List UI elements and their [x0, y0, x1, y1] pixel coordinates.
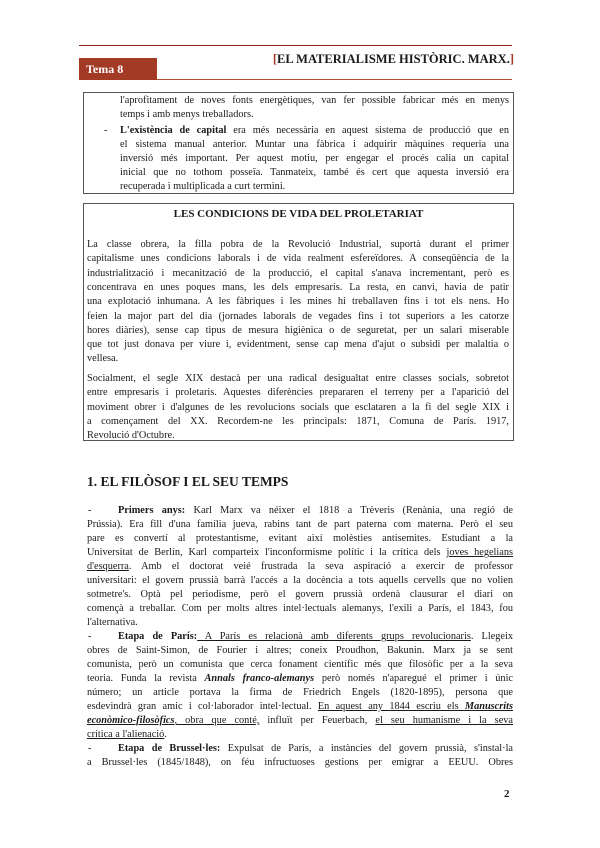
para1-line: capitalisme unes condicions laborals i de vida realment esfereïdores. A conseqüència de la: [87, 253, 509, 265]
box1-line: l'aprofitament de noves fonts energètiques, van fer possible fabricar més en menys: [120, 95, 509, 106]
p1-text: Universitat de Berlín, Karl comparteix l'inconformisme polític i la crítica dels: [87, 547, 447, 558]
box1-line: temps i amb menys treballadors.: [120, 109, 254, 120]
p1-line: [87, 561, 513, 572]
p2-text: teoria. Funda la revista: [87, 673, 205, 684]
p2-text: . Llegeix: [470, 631, 514, 642]
p3-line: [118, 743, 513, 754]
p3-line: a Brussel·les (1845/1848), on féu infructuoses gestions per emigrar a EEUU. Obres: [87, 757, 513, 768]
p2-line: [87, 673, 513, 684]
para2-line: entre empresaris i proletaris. Aquestes diferències prepararen el terreny per a l'aparició del: [87, 387, 509, 399]
manuscrits-title: econòmico-filosòfics: [87, 715, 175, 726]
p2-underline: , obra que conté,: [174, 715, 260, 726]
bracket-open: [: [272, 52, 278, 66]
box1-line: recuperada i multiplicada a curt termini.: [120, 181, 286, 192]
para2-line: moviment obrer i d'algunes de les revolucions socials que esclataren a la fi del segle XIX i: [87, 401, 509, 413]
bracket-close: ]: [509, 52, 514, 66]
header-top-rule: [79, 45, 512, 46]
para1-line: que tot just donava per viure i, evidentment, sense cap mena d'ajut o subsidi per malaltia o: [87, 339, 509, 351]
box1-line: inicial que no tothom posseïa. Tanmateix, també és cert que aquesta inversió era: [120, 167, 509, 178]
p1-line: Prússia). Era fill d'una família jueva, rabins tant de part paterna com materna. Però el seu: [87, 519, 513, 530]
p2-line: obres de Saint-Simon, de Fourier i altres; coneix Proudhon, Bakunin. Marx ja se sent: [87, 645, 513, 656]
page-number: 2: [504, 788, 510, 800]
etapa-brussel-label: Etapa de Brussel·les:: [118, 743, 221, 754]
p2-line: [118, 631, 513, 642]
capital-text: era més necessària en aquest sistema de producció que en: [226, 125, 510, 136]
esquerra-underline: d'esquerra: [87, 561, 129, 572]
section-heading: 1. EL FILÒSOF I EL SEU TEMPS: [87, 474, 289, 489]
page-title-text: EL MATERIALISME HISTÒRIC. MARX.: [277, 52, 510, 66]
para1-line: industrialització i mecanització de la producció, el capital s'anava incrementant, però es: [87, 267, 509, 279]
joves-hegelians-link: joves hegelians: [446, 547, 513, 558]
primers-anys-label: Primers anys:: [118, 505, 186, 516]
para1-line: feien la major part del dia (jornades laborals de vegades fins i tot superiors a les catorze: [87, 310, 509, 322]
p2-text: esdevindrà gran amic i col·laborador intel·lectual.: [87, 701, 318, 712]
box1-capital-line: [120, 125, 509, 136]
p2-line: [87, 701, 513, 712]
para1-line: hores diàries), sense cap tipus de mesura higiènica o de seguretat, per un salari miserable: [87, 324, 509, 336]
p1-line: sotmetre's. Optà pel periodisme, però el govern prussià ordenà clausurar el diari on: [87, 589, 513, 600]
para2-line: Revolució d'Octubre.: [87, 430, 175, 442]
header-bottom-rule: [157, 79, 512, 80]
annals-title: Annals franco-alemanys: [204, 673, 315, 684]
p1-line: començà a treballar. Com per molts altres intel·lectuals alemanys, l'exili a París, el 1843, fou: [87, 603, 513, 614]
p2-underline: el seu humanisme i la seva: [375, 715, 513, 726]
bullet: -: [88, 631, 92, 642]
p2-text: .: [164, 729, 167, 740]
p1-text: Karl Marx va néixer el 1818 a Trèveris (Renània, una regió de: [185, 505, 513, 516]
p1-text: . Amb el doctorat veié frustrada la seva aspiració a exercir de professor: [128, 561, 513, 572]
bullet: -: [104, 125, 108, 136]
box1-line: el sistema manual anterior. Muntar una fàbrica i adquirir màquines requeria una: [120, 139, 509, 150]
para1-line: una explotació inhumana. A les fàbriques i les mines hi treballaven fins i tot els nens. Ho: [87, 296, 509, 308]
page-title: [273, 52, 514, 67]
manuscrits-title: Manuscrits: [464, 701, 513, 712]
p1-line: [87, 547, 513, 558]
p2-text: influït per Feuerbach,: [259, 715, 376, 726]
bullet: -: [88, 743, 92, 754]
para1-line: concentrava en unes poques mans, les dels empresaris. La resta, en canvi, havia de patir: [87, 281, 509, 293]
para1-line: vellesa.: [87, 353, 119, 365]
para2-line: Socialment, el segle XIX destacà per una radical desigualtat entre classes socials, sobretot: [87, 373, 509, 384]
p2-line: [87, 729, 167, 740]
para2-line: a començament del XX. Recordem-ne les principals: 1871, Comuna de París. 1917,: [87, 415, 509, 427]
p2-line: número; un article portava la firma de Friedrich Engels (1820-1895), persona que: [87, 687, 513, 698]
etapa-paris-label: Etapa de París:: [118, 631, 198, 642]
capital-label: L'existència de capital: [120, 125, 227, 136]
p1-line: l'alternativa.: [87, 617, 138, 628]
p1-line: universitari: el govern prussià barrà l'accés a la docència a tots aquells cervells que no volien: [87, 575, 513, 586]
box1-line: inversió més important. Per aquest motiu, per engegar el procés calia un capital: [120, 153, 509, 164]
p2-underline: En aquest any 1844 escriu els: [317, 701, 465, 712]
para1-line: La classe obrera, la filla pobra de la Revolució Industrial, suportà durant el primer: [87, 239, 509, 250]
bullet: -: [88, 505, 92, 516]
p1-line: pare es convertí al protestantisme, evitant així molèsties antisemites. Estudiant a la: [87, 533, 513, 544]
tema-label: Tema 8: [79, 58, 157, 80]
p2-text: però només n'aparegué el primer i únic: [314, 673, 514, 684]
p2-line: comunista, però un comunista que cerca fonament científic més que filosòfic per a la seva: [87, 659, 513, 670]
box-title: LES CONDICIONS DE VIDA DEL PROLETARIAT: [173, 208, 424, 220]
p1-line: [118, 505, 513, 516]
p2-underline: A París es relacionà amb diferents grups revolucionaris: [197, 631, 471, 642]
p2-underline: crítica a l'alienació: [87, 729, 165, 740]
p2-line: [87, 715, 513, 726]
p3-text: Expulsat de París, a instàncies del govern prussià, s'instal·la: [220, 743, 513, 754]
